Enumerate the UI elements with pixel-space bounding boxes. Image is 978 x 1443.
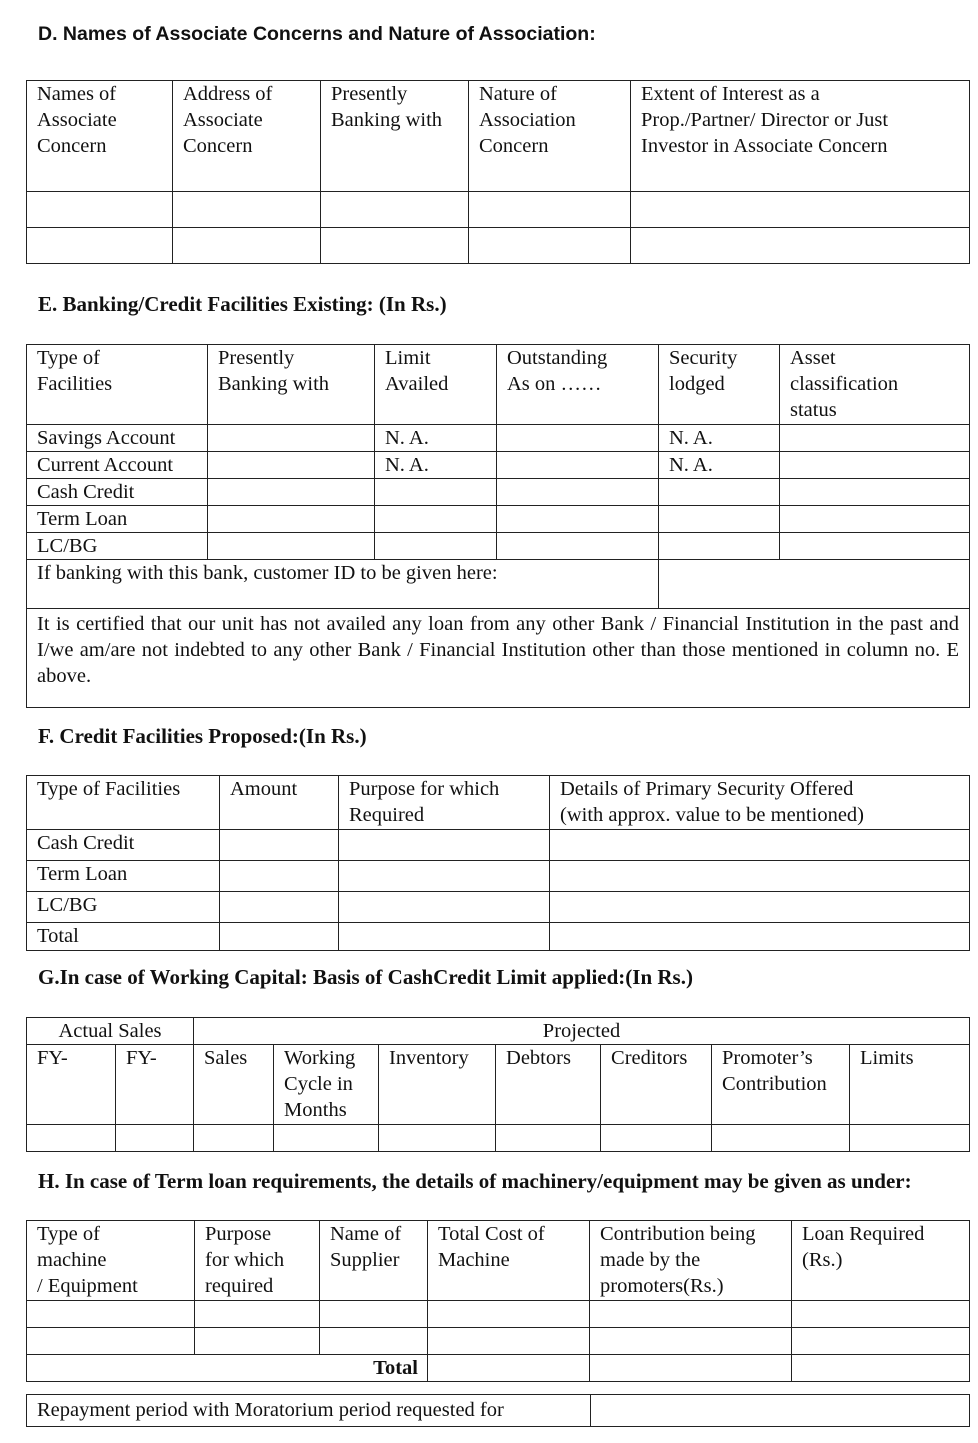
table-row: [27, 861, 970, 892]
input-cell[interactable]: [601, 1125, 712, 1152]
input-cell[interactable]: [220, 861, 339, 892]
table-row: [27, 1301, 970, 1328]
limit-value: N. A.: [375, 425, 497, 452]
input-cell[interactable]: [208, 452, 375, 479]
table-header-row: [27, 1221, 970, 1301]
input-cell[interactable]: [850, 1125, 970, 1152]
input-cell[interactable]: [208, 506, 375, 533]
input-cell[interactable]: [792, 1301, 970, 1328]
input-cell[interactable]: [497, 533, 659, 560]
table-row: [27, 228, 970, 264]
header-security: Security lodged: [659, 345, 780, 425]
working-capital-table: [26, 1017, 970, 1152]
table-row: [27, 923, 970, 951]
input-cell[interactable]: [339, 830, 550, 861]
input-cell[interactable]: [208, 533, 375, 560]
table-header-row: [27, 1045, 970, 1125]
input-cell[interactable]: [116, 1125, 194, 1152]
header-type: Type of Facilities: [27, 776, 220, 830]
header-address: Address of Associate Concern: [173, 81, 321, 192]
input-cell[interactable]: [497, 506, 659, 533]
input-cell[interactable]: [590, 1328, 792, 1355]
header-sales: Sales: [194, 1045, 274, 1125]
input-cell[interactable]: [496, 1125, 601, 1152]
security-value[interactable]: [659, 533, 780, 560]
input-cell[interactable]: [631, 192, 970, 228]
header-fy-1: FY-: [27, 1045, 116, 1125]
input-cell[interactable]: [173, 228, 321, 264]
input-cell[interactable]: [792, 1355, 970, 1382]
section-d-title: D. Names of Associate Concerns and Nature of Association:: [38, 23, 596, 45]
input-cell[interactable]: [780, 506, 970, 533]
input-cell[interactable]: [792, 1328, 970, 1355]
input-cell[interactable]: [339, 892, 550, 923]
section-g-title: G.In case of Working Capital: Basis of CashCredit Limit applied:(In Rs.): [38, 965, 693, 989]
input-cell[interactable]: [590, 1301, 792, 1328]
input-cell[interactable]: [780, 425, 970, 452]
input-cell[interactable]: [208, 479, 375, 506]
input-cell[interactable]: [339, 861, 550, 892]
input-cell[interactable]: [173, 192, 321, 228]
limit-value[interactable]: [375, 479, 497, 506]
associate-concerns-table: [26, 80, 970, 264]
existing-facilities-table: [26, 344, 970, 708]
table-row: [27, 892, 970, 923]
input-cell[interactable]: [321, 192, 469, 228]
machinery-table: [26, 1220, 970, 1382]
input-cell[interactable]: [780, 479, 970, 506]
limit-value[interactable]: [375, 533, 497, 560]
customer-id-row: [27, 560, 970, 609]
table-row: [27, 506, 970, 533]
header-nature: Nature of Association Concern: [469, 81, 631, 192]
table-header-row: [27, 776, 970, 830]
input-cell[interactable]: [195, 1301, 320, 1328]
customer-id-input[interactable]: [659, 560, 970, 609]
facility-type: Term Loan: [27, 861, 220, 892]
total-label: Total: [27, 1355, 428, 1382]
section-h-title: H. In case of Term loan requirements, the details of machinery/equipment may be given as under:: [38, 1169, 912, 1193]
input-cell[interactable]: [497, 452, 659, 479]
input-cell[interactable]: [590, 1355, 792, 1382]
input-cell[interactable]: [428, 1355, 590, 1382]
input-cell[interactable]: [220, 892, 339, 923]
header-total-cost: Total Cost of Machine: [428, 1221, 590, 1301]
input-cell[interactable]: [497, 479, 659, 506]
table-row: [27, 1328, 970, 1355]
header-working-cycle: Working Cycle in Months: [274, 1045, 379, 1125]
input-cell[interactable]: [339, 923, 550, 951]
header-actual-sales: Actual Sales: [27, 1018, 194, 1045]
input-cell[interactable]: [550, 861, 970, 892]
input-cell[interactable]: [27, 228, 173, 264]
input-cell[interactable]: [27, 1301, 195, 1328]
header-projected: Projected: [194, 1018, 970, 1045]
header-banking-with: Presently Banking with: [321, 81, 469, 192]
input-cell[interactable]: [469, 228, 631, 264]
certification-row: [27, 609, 970, 708]
input-cell[interactable]: [321, 228, 469, 264]
facility-type: Savings Account: [27, 425, 208, 452]
input-cell[interactable]: [497, 425, 659, 452]
customer-id-label: If banking with this bank, customer ID to be given here:: [27, 560, 659, 609]
header-promoter-contribution: Promoter’s Contribution: [712, 1045, 850, 1125]
facility-type: Current Account: [27, 452, 208, 479]
section-f-title: F. Credit Facilities Proposed:(In Rs.): [38, 724, 367, 748]
repayment-row: [27, 1395, 970, 1427]
input-cell[interactable]: [712, 1125, 850, 1152]
input-cell[interactable]: [220, 923, 339, 951]
proposed-facilities-table: [26, 775, 970, 951]
facility-type: Term Loan: [27, 506, 208, 533]
header-extent: Extent of Interest as a Prop./Partner/ Director or Just Investor in Associate Concern: [631, 81, 970, 192]
table-row: [27, 425, 970, 452]
input-cell[interactable]: [469, 192, 631, 228]
table-row: [27, 830, 970, 861]
input-cell[interactable]: [27, 1125, 116, 1152]
input-cell[interactable]: [428, 1328, 590, 1355]
header-names: Names of Associate Concern: [27, 81, 173, 192]
security-value[interactable]: [659, 506, 780, 533]
input-cell[interactable]: [780, 452, 970, 479]
security-value[interactable]: [659, 479, 780, 506]
input-cell[interactable]: [274, 1125, 379, 1152]
header-purpose: Purpose for which Required: [339, 776, 550, 830]
security-value: N. A.: [659, 425, 780, 452]
header-purpose: Purpose for which required: [195, 1221, 320, 1301]
table-row: [27, 479, 970, 506]
input-cell[interactable]: [208, 425, 375, 452]
input-cell[interactable]: [220, 830, 339, 861]
input-cell[interactable]: [27, 192, 173, 228]
header-creditors: Creditors: [601, 1045, 712, 1125]
facility-type: Cash Credit: [27, 830, 220, 861]
limit-value[interactable]: [375, 506, 497, 533]
input-cell[interactable]: [320, 1301, 428, 1328]
repayment-label: Repayment period with Moratorium period requested for: [27, 1395, 591, 1427]
table-header-row: [27, 345, 970, 425]
input-cell[interactable]: [27, 1328, 195, 1355]
input-cell[interactable]: [428, 1301, 590, 1328]
header-promoter-contribution: Contribution being made by the promoters(Rs.): [590, 1221, 792, 1301]
repayment-input[interactable]: [591, 1395, 970, 1427]
limit-value: N. A.: [375, 452, 497, 479]
input-cell[interactable]: [550, 923, 970, 951]
table-header-row: [27, 81, 970, 192]
table-row: [27, 192, 970, 228]
header-primary-security: Details of Primary Security Offered (with approx. value to be mentioned): [550, 776, 970, 830]
input-cell[interactable]: [550, 892, 970, 923]
facility-type: LC/BG: [27, 892, 220, 923]
input-cell[interactable]: [195, 1328, 320, 1355]
security-value: N. A.: [659, 452, 780, 479]
facility-type: LC/BG: [27, 533, 208, 560]
table-row: [27, 452, 970, 479]
repayment-table: [26, 1394, 970, 1427]
header-type: Type of Facilities: [27, 345, 208, 425]
input-cell[interactable]: [780, 533, 970, 560]
total-row: [27, 1355, 970, 1382]
header-debtors: Debtors: [496, 1045, 601, 1125]
input-cell[interactable]: [631, 228, 970, 264]
table-row: [27, 533, 970, 560]
header-limits: Limits: [850, 1045, 970, 1125]
header-amount: Amount: [220, 776, 339, 830]
facility-type: Total: [27, 923, 220, 951]
header-outstanding: Outstanding As on ……: [497, 345, 659, 425]
section-e-title: E. Banking/Credit Facilities Existing: (In Rs.): [38, 292, 447, 316]
header-loan-required: Loan Required (Rs.): [792, 1221, 970, 1301]
header-limit: Limit Availed: [375, 345, 497, 425]
header-asset-classification: Asset classification status: [780, 345, 970, 425]
header-banking-with: Presently Banking with: [208, 345, 375, 425]
group-header-row: [27, 1018, 970, 1045]
input-cell[interactable]: [194, 1125, 274, 1152]
table-row: [27, 1125, 970, 1152]
input-cell[interactable]: [379, 1125, 496, 1152]
header-supplier: Name of Supplier: [320, 1221, 428, 1301]
facility-type: Cash Credit: [27, 479, 208, 506]
input-cell[interactable]: [550, 830, 970, 861]
header-inventory: Inventory: [379, 1045, 496, 1125]
header-fy-2: FY-: [116, 1045, 194, 1125]
input-cell[interactable]: [320, 1328, 428, 1355]
header-machine-type: Type of machine / Equipment: [27, 1221, 195, 1301]
certification-text: It is certified that our unit has not availed any loan from any other Bank / Financial Institution in the past and I/we am/are not indebted to any other Bank / Financial Institution other than those mentioned in column no. E above.: [27, 609, 970, 708]
